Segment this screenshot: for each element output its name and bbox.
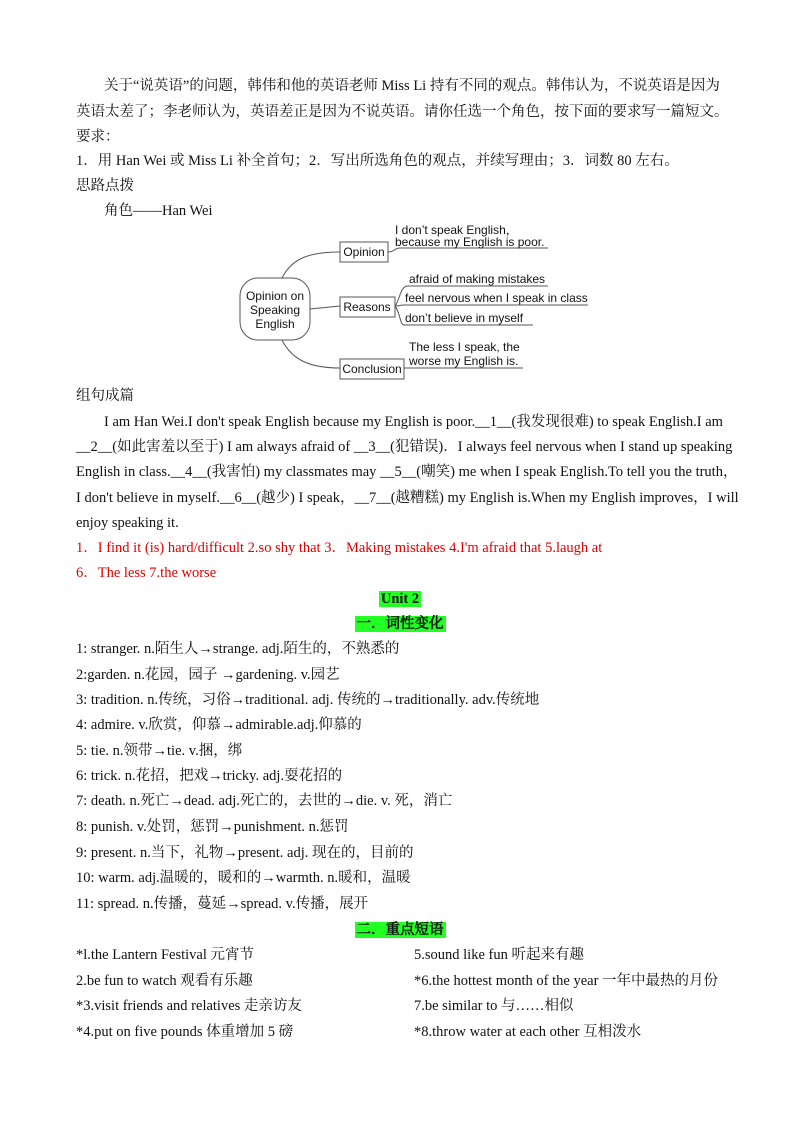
vocab-item-11: 11: spread. n.传播，蔓延→spread. v.传播，展开 (76, 896, 369, 912)
section-key-phrases-heading: 二．重点短语 (356, 922, 444, 938)
mindmap-center-line1: Opinion on (245, 289, 305, 303)
mindmap-opinion-text2: because my English is poor. (395, 235, 545, 249)
unit-title: Unit 2 (380, 591, 420, 607)
mindmap-branch-conclusion (282, 340, 340, 368)
mindmap-opinion-text1: I don’t speak English， (395, 223, 518, 237)
mindmap-reasons-label: Reasons (343, 300, 391, 314)
section-word-forms-heading: 一．词性变化 (356, 616, 444, 632)
vocab-item-3: 3: tradition. n.传统，习俗→traditional. adj. 传统的→traditionally. adv.传统地 (76, 692, 540, 708)
answers-line2: 6．The less 7.the worse (76, 565, 217, 581)
mindmap-conclusion-text1: The less I speak, the (409, 340, 520, 354)
vocab-item-8: 8: punish. v.处罚，惩罚→punishment. n.惩罚 (76, 819, 349, 835)
phrase-item-6: *6.the hottest month of the year 一年中最热的月份 (414, 973, 719, 989)
tips-heading: 思路点拨 (76, 178, 134, 194)
vocab-item-7: 7: death. n.死亡→dead. adj.死亡的，去世的→die. v. 死，消亡 (76, 793, 453, 809)
mindmap-branch-opinion (282, 252, 340, 278)
vocab-item-2: 2:garden. n.花园，园子 →gardening. v.园艺 (76, 667, 340, 683)
mindmap-reason1: afraid of making mistakes (409, 272, 546, 286)
phrase-item-3: *3.visit friends and relatives 走亲访友 (76, 998, 302, 1014)
compose-line1: I am Han Wei.I don't speak English because my English is poor.__1__(我发现很难) to speak English.I am (104, 414, 723, 430)
phrase-item-8: *8.throw water at each other 互相泼水 (414, 1024, 642, 1040)
mindmap-center-line2: Speaking (249, 303, 301, 317)
phrase-item-7: 7.be similar to 与……相似 (414, 998, 574, 1014)
answers-line1: 1．I find it (is) hard/difficult 2.so shy that 3．Making mistakes 4.I'm afraid that 5.laugh at (76, 540, 603, 556)
vocab-item-4: 4: admire. v.欣赏，仰慕→admirable.adj.仰慕的 (76, 717, 362, 733)
requirements-items: 1．用 Han Wei 或 Miss Li 补全首句；2．写出所选角色的观点，并续写理由；3．词数 80 左右。 (76, 153, 679, 169)
mindmap-reason2: feel nervous when I speak in class (405, 291, 588, 305)
mindmap-conclusion-text2: worse my English is. (409, 354, 519, 368)
vocab-item-9: 9: present. n.当下，礼物→present. adj. 现在的，目前的 (76, 845, 414, 861)
phrase-item-2: 2.be fun to watch 观看有乐趣 (76, 973, 253, 989)
phrase-item-1: *l.the Lantern Festival 元宵节 (76, 947, 254, 963)
compose-line2: __2__(如此害羞以至于) I am always afraid of __3__(犯错误)．I always feel nervous when I stand up speaking (76, 439, 733, 455)
mindmap-opinion-label: Opinion (343, 245, 385, 259)
mindmap-reason3: don’t believe in myself (405, 311, 524, 325)
vocab-item-10: 10: warm. adj.温暖的，暖和的→warmth. n.暖和，温暖 (76, 870, 411, 886)
requirements-label: 要求： (76, 129, 120, 145)
intro-paragraph-line2: 英语太差了；李老师认为，英语差正是因为不说英语。请你任选一个角色，按下面的要求写一篇短文。 (76, 104, 729, 120)
vocab-item-1: 1: stranger. n.陌生人→strange. adj.陌生的，不熟悉的 (76, 641, 400, 657)
mindmap-conclusion-label: Conclusion (342, 362, 402, 376)
vocab-item-6: 6: trick. n.花招，把戏→tricky. adj.耍花招的 (76, 768, 343, 784)
compose-heading: 组句成篇 (76, 388, 134, 404)
phrase-item-5: 5.sound like fun 听起来有趣 (414, 947, 584, 963)
compose-line3: English in class.__4__(我害怕) my classmates may __5__(嘲笑) me when I speak English.To tell you the truth， (76, 464, 738, 480)
mindmap-branch-reasons (310, 306, 340, 309)
mind-map (0, 0, 800, 400)
phrase-item-4: *4.put on five pounds 体重增加 5 磅 (76, 1024, 294, 1040)
compose-line4: I don't believe in myself.__6__(越少) I speak，__7__(越糟糕) my English is.When my English improves，I will (76, 490, 739, 506)
compose-line5: enjoy speaking it. (76, 515, 179, 531)
vocab-item-5: 5: tie. n.领带→tie. v.捆，绑 (76, 743, 243, 759)
intro-paragraph-line1: 关于“说英语”的问题，韩伟和他的英语老师 Miss Li 持有不同的观点。韩伟认为，不说英语是因为 (104, 78, 720, 94)
mindmap-center-line3: English (255, 317, 295, 331)
role-label: 角色——Han Wei (104, 203, 213, 219)
